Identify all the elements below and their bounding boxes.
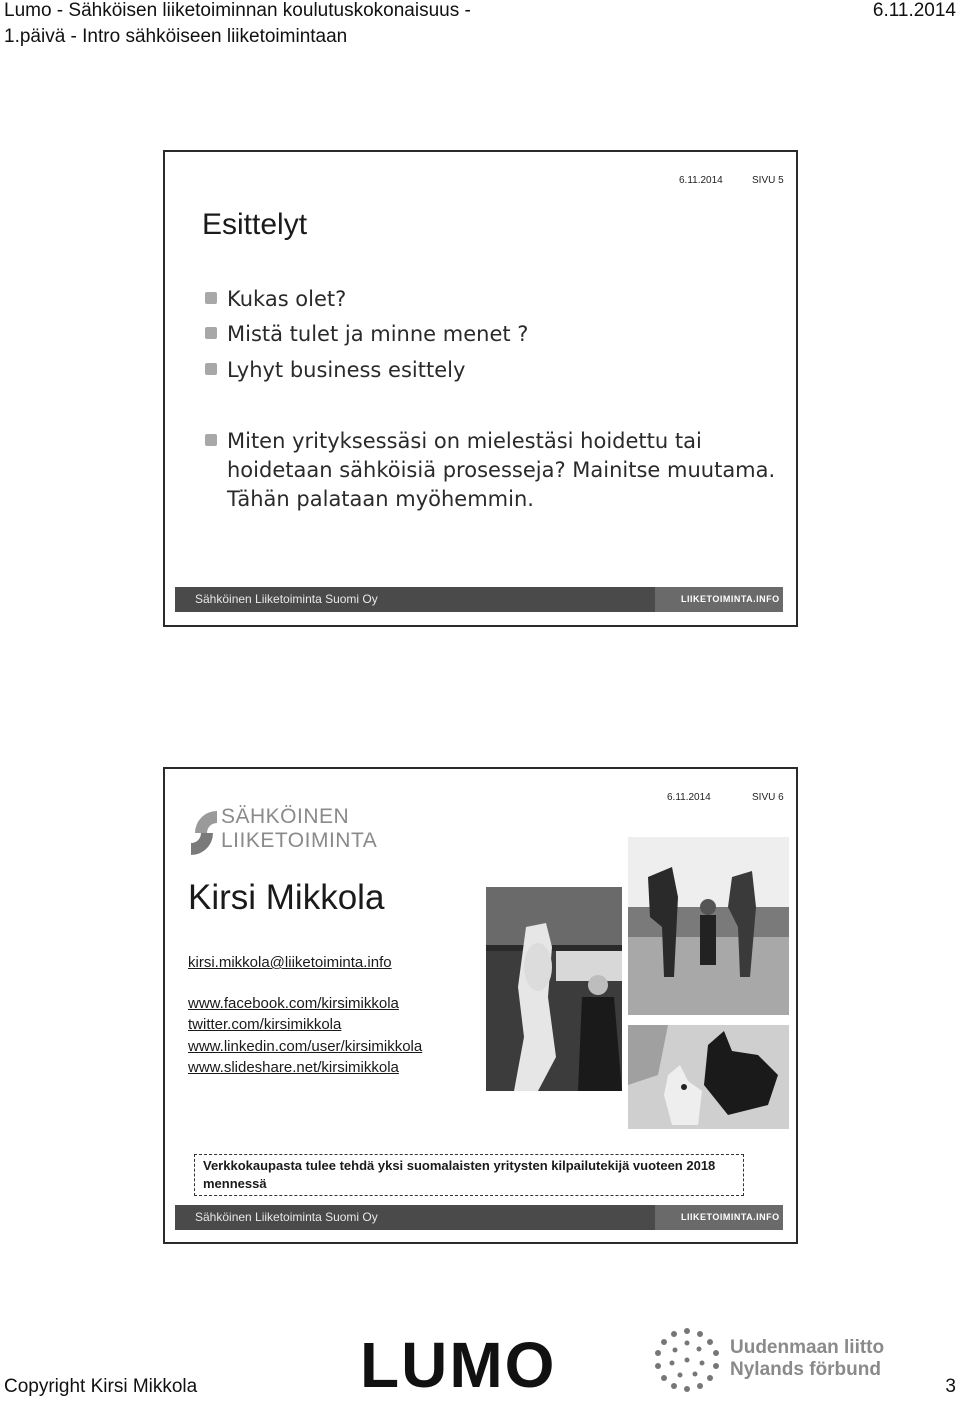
logo-text-line2: LIIKETOIMINTA	[221, 829, 378, 852]
footer-company: Sähköinen Liiketoiminta Suomi Oy	[195, 1210, 378, 1224]
dotted-circle-icon	[650, 1323, 724, 1397]
slide-title: Esittelyt	[202, 208, 308, 241]
facebook-link[interactable]: www.facebook.com/kirsimikkola	[188, 994, 399, 1012]
bullet-item: Kukas olet?	[205, 285, 346, 314]
twitter-link[interactable]: twitter.com/kirsimikkola	[188, 1016, 342, 1033]
document-title	[4, 0, 471, 50]
slideshare-link[interactable]: www.slideshare.net/kirsimikkola	[188, 1059, 399, 1076]
horse-portrait-image	[486, 887, 622, 1091]
slide-date: 6.11.2014	[667, 792, 711, 803]
logo-text-line1: SÄHKÖINEN	[221, 805, 350, 828]
photo-horses-outdoor	[628, 837, 789, 1015]
copyright: Copyright Kirsi Mikkola	[4, 1376, 198, 1397]
quote-box	[194, 1154, 744, 1196]
person-name: Kirsi Mikkola	[188, 878, 385, 917]
slide-page-number: SIVU 6	[752, 792, 784, 803]
photo-horse-portrait	[486, 887, 622, 1091]
linkedin-link[interactable]: www.linkedin.com/user/kirsimikkola	[188, 1037, 423, 1055]
contact-links	[188, 952, 422, 1079]
photo-dogs	[628, 1025, 789, 1129]
footer-logo: LIIKETOIMINTA.INFO	[655, 587, 783, 612]
document-date: 6.11.2014	[872, 0, 956, 21]
slide-footer	[175, 587, 783, 612]
bullet-square-icon	[205, 292, 217, 304]
slide-footer	[175, 1205, 783, 1230]
company-logo	[189, 805, 378, 857]
partner-logo	[650, 1323, 890, 1399]
slide-page-number: SIVU 5	[752, 175, 784, 186]
slide-date: 6.11.2014	[679, 175, 723, 186]
bullet-item: Mistä tulet ja minne menet ?	[205, 320, 528, 349]
page-number: 3	[945, 1376, 956, 1397]
logo-mark-icon	[189, 809, 219, 857]
partner-name-fi: Uudenmaan liitto	[730, 1337, 885, 1358]
bullet-item: Lyhyt business esittely	[205, 356, 465, 385]
quote-text: Verkkokaupasta tulee tehdä yksi suomalaisten yritysten kilpailutekijä vuoteen 2018 mennessä	[203, 1158, 716, 1191]
email-link[interactable]: kirsi.mikkola@liiketoiminta.info	[188, 954, 392, 971]
document-title-line2: 1.päivä - Intro sähköiseen liiketoimintaan	[4, 26, 348, 47]
bullet-square-icon	[205, 434, 217, 446]
document-title-line1: Lumo - Sähköisen liiketoiminnan koulutuskokonaisuus -	[4, 0, 471, 21]
bullet-square-icon	[205, 327, 217, 339]
horses-outdoor-image	[628, 837, 789, 1015]
footer-company: Sähköinen Liiketoiminta Suomi Oy	[195, 592, 378, 606]
bullet-square-icon	[205, 363, 217, 375]
footer-logo: LIIKETOIMINTA.INFO	[655, 1205, 783, 1230]
slide-5	[163, 150, 798, 627]
slide-6	[163, 767, 798, 1244]
dogs-image	[628, 1025, 789, 1129]
bullet-item: Miten yrityksessäsi on mielestäsi hoidettu tai hoidetaan sähköisiä prosesseja? Mainitse muutama. Tähän palataan myöhemmin.	[205, 427, 775, 514]
partner-name-sv: Nylands förbund	[730, 1359, 881, 1380]
lumo-logo: LUMO	[360, 1329, 557, 1401]
